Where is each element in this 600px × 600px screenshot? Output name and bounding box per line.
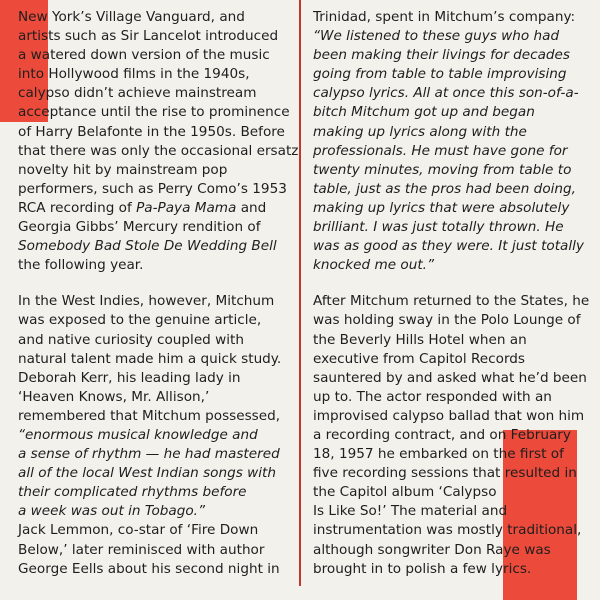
quote-line: knocked me out.” [313, 257, 435, 274]
text-line: artists such as Sir Lancelot introduced [18, 28, 279, 45]
text-line: a watered down version of the music [18, 47, 270, 64]
quote-line: brilliant. I was just totally thrown. He [313, 219, 564, 236]
text-line: Is Like So!’ The material and [313, 503, 508, 520]
text-line: George Eells about his second night in [18, 560, 280, 577]
quote-line: been making their livings for decades [313, 47, 570, 64]
text-segment: and [236, 199, 267, 216]
text-line: into Hollywood films in the 1940s, [18, 66, 250, 83]
text-line: executive from Capitol Records [313, 350, 526, 367]
text-segment: RCA recording of [18, 199, 137, 216]
quote-line: their complicated rhythms before [18, 484, 247, 501]
text-line: Trinidad, spent in Mitchum’s company: [313, 9, 576, 25]
text-line: acceptance until the rise to prominence [18, 104, 290, 121]
song-title: Pa-Paya Mama [136, 199, 237, 216]
left-column [18, 8, 298, 596]
quote-line: “We listened to these guys who had [313, 28, 560, 45]
quote-line: professionals. He must have gone for [313, 142, 568, 159]
quote-line: going from table to table improvising [313, 66, 567, 83]
text-line: improvised calypso ballad that won him [313, 407, 585, 424]
text-line: the Beverly Hills Hotel when an [313, 331, 527, 348]
quote-line: calypso lyrics. All at once this son-of-a- [313, 85, 579, 102]
column-divider [299, 0, 301, 586]
text-line: of Harry Belafonte in the 1950s. Before [18, 123, 285, 140]
text-line: ‘Heaven Knows, Mr. Allison,’ [18, 388, 210, 405]
text-line: was exposed to the genuine article, [18, 312, 262, 329]
text-line: Georgia Gibbs’ Mercury rendition of [18, 219, 261, 236]
text-line [18, 200, 266, 216]
text-line: although songwriter Don Raye was [313, 541, 551, 558]
text-line: performers, such as Perry Como’s 1953 [18, 180, 287, 197]
text-line: sauntered by and asked what he’d been [313, 369, 587, 386]
text-line: and native curiosity coupled with [18, 331, 244, 348]
text-line: Below,’ later reminisced with author [18, 541, 265, 558]
right-paragraph-1 [313, 8, 596, 275]
text-line: New York’s Village Vanguard, and [18, 9, 245, 25]
text-line: Jack Lemmon, co-star of ‘Fire Down [18, 522, 259, 539]
left-paragraph-2 [18, 292, 298, 578]
quote-line: a sense of rhythm — he had mastered [18, 446, 280, 463]
text-line: calypso didn’t achieve mainstream [18, 85, 257, 102]
text-line: novelty hit by mainstream pop [18, 161, 228, 178]
quote-line: making up lyrics that were absolutely [313, 199, 570, 216]
text-line: In the West Indies, however, Mitchum [18, 293, 275, 310]
right-paragraph-2 [313, 292, 596, 578]
text-line: the Capitol album ‘Calypso [313, 484, 497, 501]
text-line: remembered that Mitchum possessed, [18, 407, 281, 424]
quote-line: table, just as the pros had been doing, [313, 180, 576, 197]
text-line: instrumentation was mostly traditional, [313, 522, 582, 539]
quote-line: a week was out in Tobago.” [18, 503, 206, 520]
text-line: the following year. [18, 257, 144, 274]
quote-line: twenty minutes, moving from table to [313, 161, 572, 178]
quote-line: all of the local West Indian songs with [18, 465, 276, 482]
left-paragraph-1 [18, 8, 298, 275]
text-line: Deborah Kerr, his leading lady in [18, 369, 241, 386]
right-column [313, 8, 596, 596]
text-line: natural talent made him a quick study. [18, 350, 282, 367]
song-title-line: Somebody Bad Stole De Wedding Bell [18, 238, 277, 255]
quote-line: making up lyrics along with the [313, 123, 527, 140]
text-line: that there was only the occasional ersatz [18, 142, 299, 159]
text-line: was holding sway in the Polo Lounge of [313, 312, 581, 329]
text-line: a recording contract, and on February [313, 426, 571, 443]
text-line: five recording sessions that resulted in [313, 465, 577, 482]
quote-line: bitch Mitchum got up and began [313, 104, 535, 121]
quote-line: “enormous musical knowledge and [18, 426, 258, 443]
text-line: up to. The actor responded with an [313, 388, 552, 405]
text-line: brought in to polish a few lyrics. [313, 560, 532, 577]
text-line: 18, 1957 he embarked on the first of [313, 446, 564, 463]
text-line: After Mitchum returned to the States, he [313, 293, 590, 310]
quote-line: was as good as they were. It just totally [313, 238, 584, 255]
